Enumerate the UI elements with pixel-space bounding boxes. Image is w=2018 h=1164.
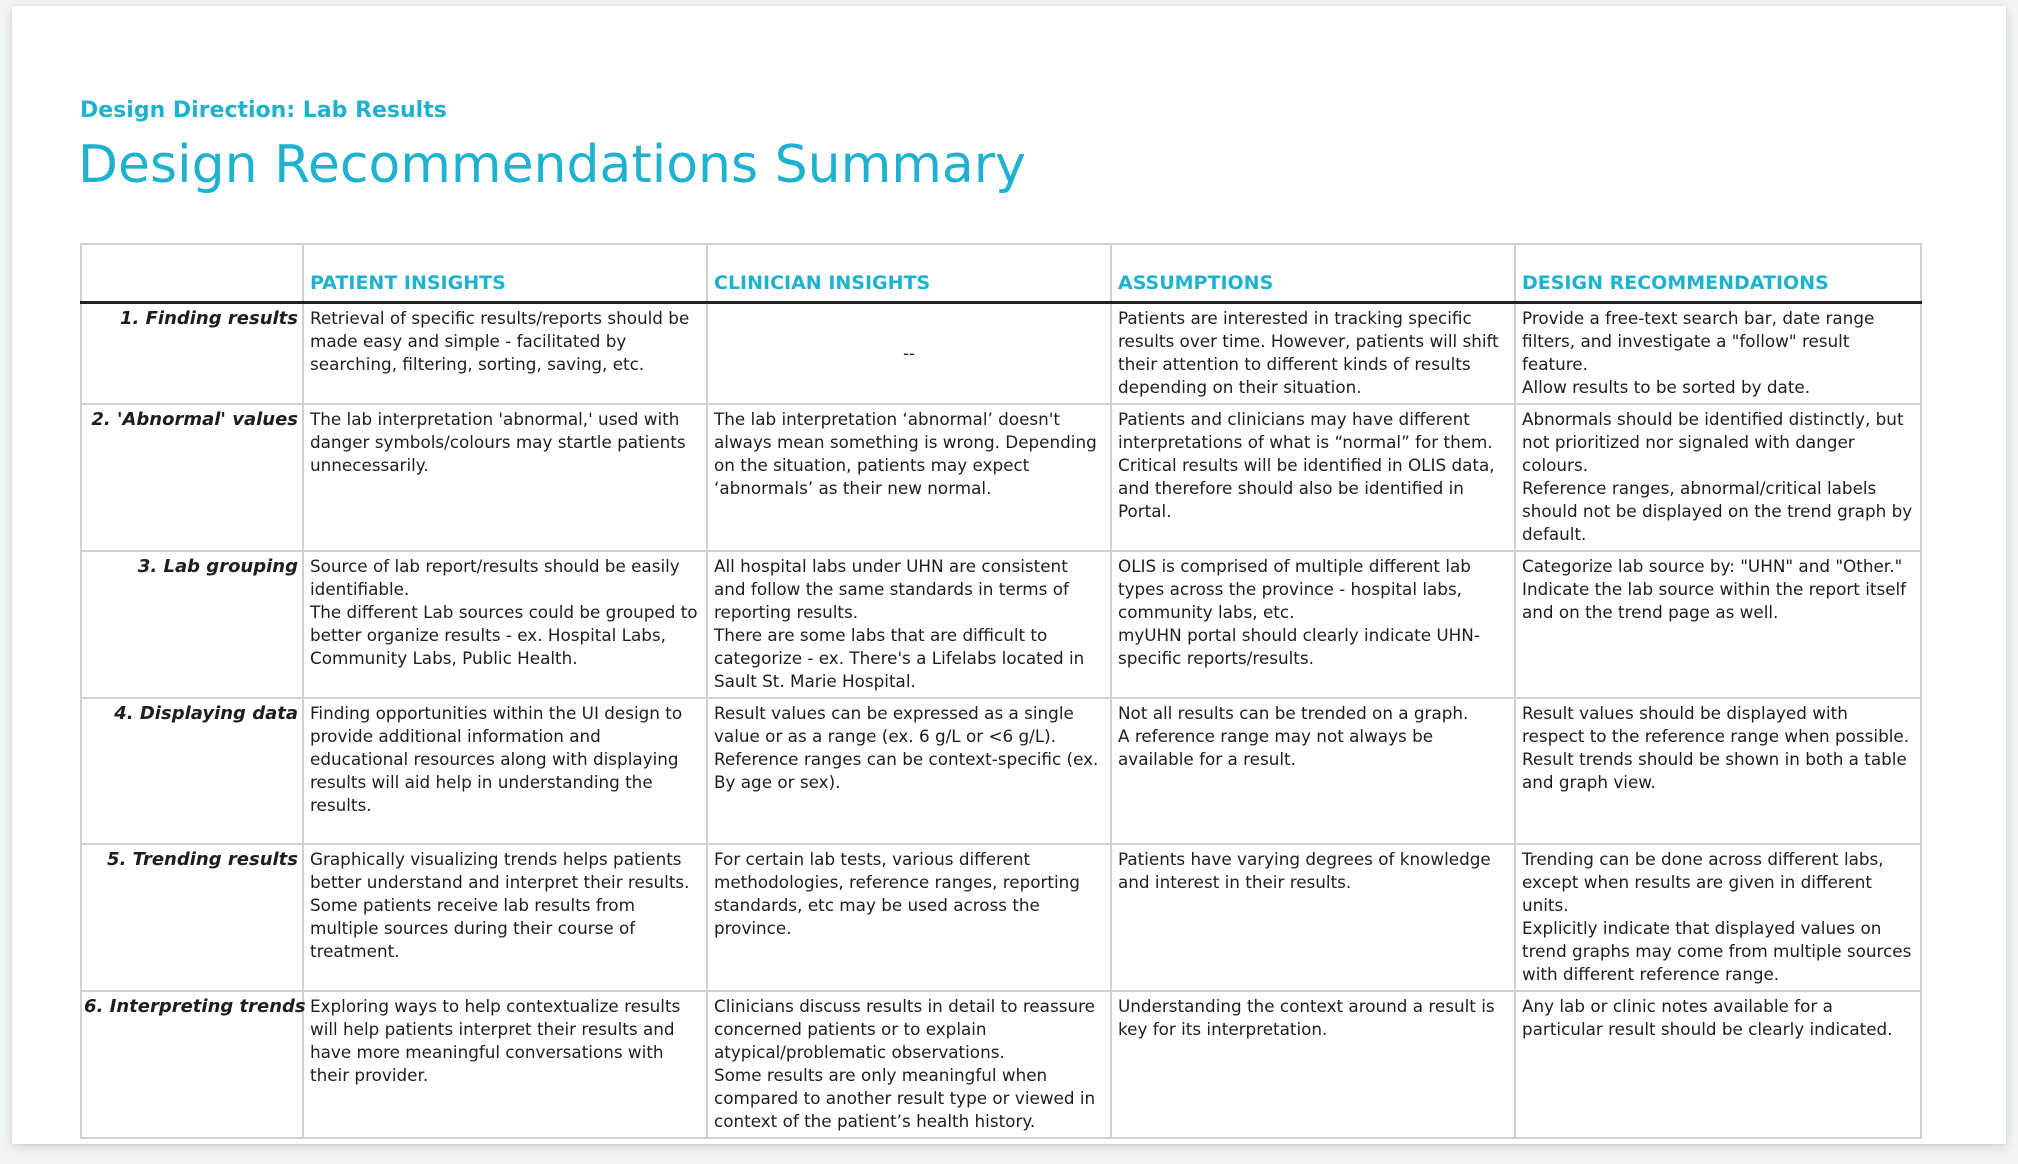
cell-line: Some patients receive lab results from multiple sources during their course of treatment. <box>310 895 636 961</box>
cell-line: Result values should be displayed with respect to the reference range when possible. <box>1522 703 1910 746</box>
cell-line: A reference range may not always be available for a result. <box>1118 726 1434 769</box>
cell-line: Graphically visualizing trends helps patients better understand and interpret their results. <box>310 849 690 892</box>
table-row <box>81 844 1921 991</box>
table-row <box>81 698 1921 844</box>
cell-line: Result values can be expressed as a single value or as a range (ex. 6 g/L or <6 g/L). <box>714 703 1074 746</box>
cell-line: Explicitly indicate that displayed values on trend graphs may come from multiple sources with different reference range. <box>1522 918 1912 984</box>
cell-line: Finding opportunities within the UI design to provide additional information and educational resources along with displaying results will aid help in understanding the results. <box>310 703 683 815</box>
cell-line: Abnormals should be identified distinctly, but not prioritized nor signaled with danger colours. <box>1522 409 1904 475</box>
recommendation-cell <box>1515 844 1921 991</box>
row-label: 4. Displaying data <box>81 698 303 844</box>
assumption-cell <box>1111 303 1515 405</box>
clinician-insight-cell <box>707 551 1111 698</box>
recommendation-cell <box>1515 698 1921 844</box>
cell-line: Patients have varying degrees of knowledge and interest in their results. <box>1118 849 1491 892</box>
cell-line: -- <box>902 342 916 363</box>
cell-line: Indicate the lab source within the report itself and on the trend page as well. <box>1522 579 1907 622</box>
cell-line: Exploring ways to help contextualize results will help patients interpret their results and have more meaningful conversations with their provider. <box>310 996 681 1085</box>
cell-line: Some results are only meaningful when compared to another result type or viewed in context of the patient’s health history. <box>714 1065 1096 1131</box>
recommendation-cell <box>1515 404 1921 551</box>
cell-line: The different Lab sources could be grouped to better organize results - ex. Hospital Labs, Community Labs, Public Health. <box>310 602 698 668</box>
cell-line: Reference ranges can be context-specific (ex. By age or sex). <box>714 749 1099 792</box>
row-label: 5. Trending results <box>81 844 303 991</box>
cell-line: Patients and clinicians may have different interpretations of what is “normal” for them. <box>1118 409 1493 452</box>
clinician-insight-cell <box>707 303 1111 405</box>
table-header-row <box>81 244 1921 303</box>
cell-line: Any lab or clinic notes available for a particular result should be clearly indicated. <box>1522 996 1893 1039</box>
row-label: 1. Finding results <box>81 303 303 405</box>
patient-insight-cell <box>303 551 707 698</box>
cell-line: Reference ranges, abnormal/critical labels should not be displayed on the trend graph by default. <box>1522 478 1913 544</box>
cell-line: Trending can be done across different labs, except when results are given in different units. <box>1522 849 1884 915</box>
cell-line: Provide a free-text search bar, date range filters, and investigate a "follow" result feature. <box>1522 308 1875 374</box>
table-row <box>81 991 1921 1138</box>
clinician-insight-cell <box>707 991 1111 1138</box>
row-label: 6. Interpreting trends <box>81 991 303 1138</box>
patient-insight-cell <box>303 303 707 405</box>
cell-line: Patients are interested in tracking specific results over time. However, patients will shift their attention to different kinds of results depending on their situation. <box>1118 308 1499 397</box>
assumption-cell <box>1111 404 1515 551</box>
column-header-assumptions: ASSUMPTIONS <box>1111 244 1515 303</box>
assumption-cell <box>1111 844 1515 991</box>
assumption-cell <box>1111 991 1515 1138</box>
cell-line: OLIS is comprised of multiple different lab types across the province - hospital labs, community labs, etc. <box>1118 556 1471 622</box>
cell-line: All hospital labs under UHN are consistent and follow the same standards in terms of reporting results. <box>714 556 1069 622</box>
patient-insight-cell <box>303 991 707 1138</box>
cell-line: Retrieval of specific results/reports should be made easy and simple - facilitated by searching, filtering, sorting, saving, etc. <box>310 308 690 374</box>
recommendations-table <box>80 243 1922 1139</box>
cell-line: Allow results to be sorted by date. <box>1522 377 1811 397</box>
cell-line: Not all results can be trended on a graph. <box>1118 703 1469 723</box>
recommendation-cell <box>1515 991 1921 1138</box>
cell-line: Understanding the context around a result is key for its interpretation. <box>1118 996 1495 1039</box>
table-row <box>81 404 1921 551</box>
recommendation-cell <box>1515 303 1921 405</box>
patient-insight-cell <box>303 844 707 991</box>
section-eyebrow: Design Direction: Lab Results <box>80 98 447 123</box>
assumption-cell <box>1111 698 1515 844</box>
patient-insight-cell <box>303 404 707 551</box>
row-label: 2. 'Abnormal' values <box>81 404 303 551</box>
table-row <box>81 551 1921 698</box>
cell-line: The lab interpretation ‘abnormal’ doesn't always mean something is wrong. Depending on the situation, patients may expect ‘abnormals’ as their new normal. <box>714 409 1097 498</box>
row-label: 3. Lab grouping <box>81 551 303 698</box>
clinician-insight-cell <box>707 844 1111 991</box>
cell-line: myUHN portal should clearly indicate UHN-specific reports/results. <box>1118 625 1480 668</box>
cell-line: There are some labs that are difficult to categorize - ex. There's a Lifelabs located in Sault St. Marie Hospital. <box>714 625 1085 691</box>
clinician-insight-cell <box>707 404 1111 551</box>
patient-insight-cell <box>303 698 707 844</box>
column-header-design-recommendations: DESIGN RECOMMENDATIONS <box>1515 244 1921 303</box>
cell-line: Categorize lab source by: "UHN" and "Other." <box>1522 556 1903 576</box>
cell-line: For certain lab tests, various different methodologies, reference ranges, reporting standards, etc may be used across the province. <box>714 849 1080 938</box>
table-row <box>81 303 1921 405</box>
column-header-blank <box>81 244 303 303</box>
cell-line: Result trends should be shown in both a table and graph view. <box>1522 749 1907 792</box>
cell-line: The lab interpretation 'abnormal,' used with danger symbols/colours may startle patients unnecessarily. <box>310 409 686 475</box>
cell-line: Source of lab report/results should be easily identifiable. <box>310 556 680 599</box>
clinician-insight-cell <box>707 698 1111 844</box>
cell-line: Clinicians discuss results in detail to reassure concerned patients or to explain atypical/problematic observations. <box>714 996 1095 1062</box>
column-header-patient-insights: PATIENT INSIGHTS <box>303 244 707 303</box>
page-title: Design Recommendations Summary <box>78 135 1026 195</box>
recommendation-cell <box>1515 551 1921 698</box>
column-header-clinician-insights: CLINICIAN INSIGHTS <box>707 244 1111 303</box>
assumption-cell <box>1111 551 1515 698</box>
cell-line: Critical results will be identified in OLIS data, and therefore should also be identified in Portal. <box>1118 455 1495 521</box>
